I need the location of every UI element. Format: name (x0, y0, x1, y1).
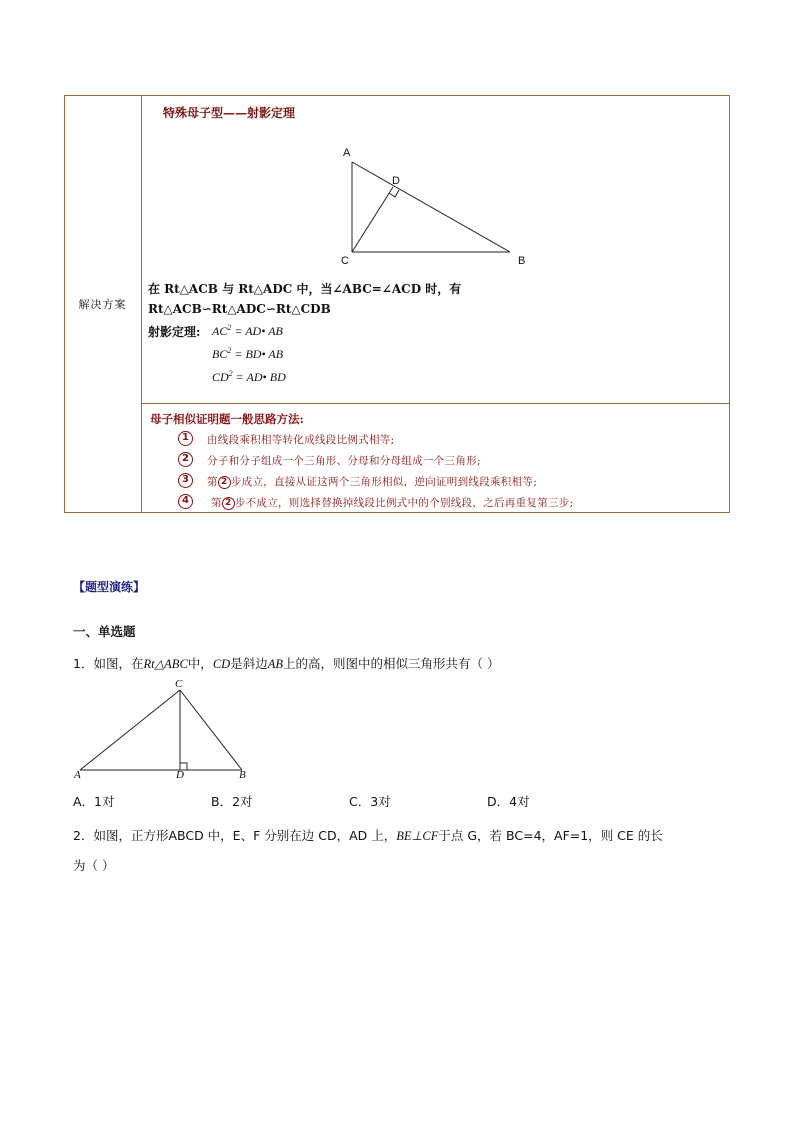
step-number-4: 4 (178, 494, 193, 509)
section-title: 【题型演练】 (73, 580, 146, 594)
q1-option-d[interactable]: D．4对 (487, 794, 530, 809)
q1-point-a: A (74, 769, 81, 781)
step-number-3: 3 (178, 473, 193, 488)
similarity-text: Rt△ACB∽Rt△ADC∽Rt△CDB (148, 302, 331, 316)
step-text-1: 由线段乘积相等转化成线段比例式相等; (207, 434, 395, 446)
step-number-1: 1 (178, 431, 193, 446)
question-1-text: 1．如图，在Rt△ABC中，CD是斜边AB上的高，则图中的相似三角形共有（ ） (73, 656, 500, 671)
formula-bc: $BC^2$ = BD• AB (212, 346, 284, 361)
step-text-4: 第 2 步不成立，则选择替换掉线段比例式中的个别线段，之后再重复第三步; (211, 497, 574, 509)
theorem-title: 特殊母子型——射影定理 (163, 106, 296, 120)
condition-text: 在 Rt△ACB 与 Rt△ADC 中，当∠ABC=∠ACD 时，有 (148, 282, 462, 296)
q1-option-c[interactable]: C．3对 (349, 794, 391, 809)
question-1-figure (70, 676, 260, 786)
side-ac (80, 690, 180, 770)
point-label-d: D (392, 175, 400, 187)
point-label-c: C (341, 255, 349, 267)
part-title: 一、单选题 (73, 624, 136, 639)
altitude-cd (352, 187, 393, 252)
question-2-text: 2．如图，正方形ABCD 中，E、F 分别在边 CD，AD 上，BE⊥CF于点 G，若 BC=4，AF=1，则 CE 的长 (73, 828, 663, 843)
table-column-divider (141, 95, 142, 513)
step-text-2: 分子和分子组成一个三角形、分母和分母组成一个三角形; (207, 455, 481, 467)
q1-point-d: D (176, 769, 184, 781)
theorem-label: 射影定理: (148, 325, 201, 339)
step-ref-icon: 2 (222, 497, 235, 510)
method-title: 母子相似证明题一般思路方法: (150, 412, 304, 426)
table-left-label: 解决方案 (78, 298, 127, 311)
table-row-divider (141, 403, 730, 404)
formula-cd: $CD^2$ = AD• BD (212, 369, 286, 384)
formula-ac: $AC^2$ = AD• AB (212, 323, 283, 338)
step-ref-icon: 2 (218, 476, 231, 489)
side-ab (352, 162, 510, 252)
q1-point-c: C (175, 678, 183, 690)
side-cb (180, 690, 242, 770)
q1-option-b[interactable]: B．2对 (211, 794, 253, 809)
q1-option-a[interactable]: A．1对 (73, 794, 115, 809)
step-number-2: 2 (178, 452, 193, 467)
point-label-b: B (518, 255, 526, 267)
point-label-a: A (343, 147, 351, 159)
q1-point-b: B (239, 769, 246, 781)
question-2-text-line2: 为（ ） (73, 858, 115, 873)
projection-theorem-figure (330, 140, 540, 270)
step-text-3: 第 2 步成立，直接从证这两个三角形相似，逆向证明到线段乘积相等; (207, 476, 538, 488)
